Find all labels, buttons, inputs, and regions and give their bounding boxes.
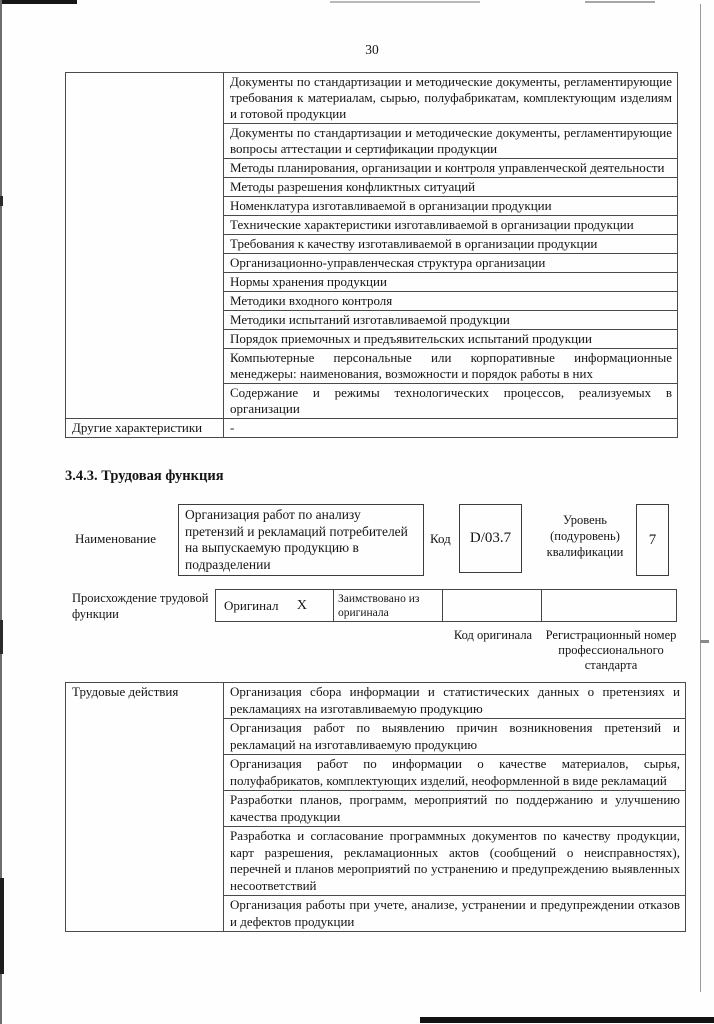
- knowledge-left-cell: [66, 73, 224, 419]
- knowledge-item: Методики испытаний изготавливаемой продукции: [224, 311, 678, 330]
- qualification-level-label: Уровень (подуровень) квалификации: [546, 513, 624, 559]
- knowledge-item: Нормы хранения продукции: [224, 273, 678, 292]
- knowledge-item: Номенклатура изготавливаемой в организации продукции: [224, 197, 678, 216]
- scan-artifact-left-tick: [0, 620, 3, 654]
- action-item: Разработки планов, программ, мероприятий по поддержанию и улучшению качества продукции: [224, 791, 686, 827]
- table-row: [66, 419, 678, 438]
- action-item: Разработка и согласование программных документов по качеству продукции, карт разрешения, рекламационных актов (сообщений о неисправностях), перечней и планов мероприятий по устранению и предупреждению выявленных несоответствий: [224, 827, 686, 896]
- knowledge-item: Требования к качеству изготавливаемой в организации продукции: [224, 235, 678, 254]
- action-item: Организация работ по информации о качестве материалов, сырья, полуфабрикатов, комплектующих изделий, неоформленной в виде рекламаций: [224, 755, 686, 791]
- action-item: Организация работ по выявлению причин возникновения претензий и рекламаций на изготавливаемую продукцию: [224, 719, 686, 755]
- origin-code-cell: [442, 589, 542, 622]
- section-heading: 3.4.3. Трудовая функция: [65, 468, 224, 484]
- origin-code-caption: Код оригинала: [453, 628, 533, 642]
- action-item: Организация сбора информации и статистических данных о претензиях и рекламациях на изготавливаемую продукцию: [224, 683, 686, 719]
- other-characteristics-label: Другие характеристики: [66, 419, 224, 438]
- knowledge-item: Порядок приемочных и предъявительских испытаний продукции: [224, 330, 678, 349]
- knowledge-item: Методы разрешения конфликтных ситуаций: [224, 178, 678, 197]
- scan-artifact-left-tick: [0, 196, 3, 206]
- knowledge-item: Документы по стандартизации и методические документы, регламентирующие вопросы аттестации и сертификации продукции: [224, 124, 678, 159]
- scan-artifact-left-line: [0, 0, 2, 1024]
- table-row: [66, 73, 678, 124]
- page-number: 30: [365, 42, 379, 57]
- actions-table: [65, 682, 686, 932]
- knowledge-item: Технические характеристики изготавливаемой в организации продукции: [224, 216, 678, 235]
- action-item: Организация работы при учете, анализе, устранении и предупреждении отказов и дефектов продукции: [224, 896, 686, 932]
- qualification-level-box: 7: [636, 504, 669, 576]
- origin-borrowed-cell: Заимствовано из оригинала: [333, 589, 443, 622]
- scan-artifact-left-tick: [0, 878, 4, 974]
- scan-artifact-top-dash: [585, 1, 655, 3]
- knowledge-item: Организационно-управленческая структура организации: [224, 254, 678, 273]
- knowledge-item: Содержание и режимы технологических процессов, реализуемых в организации: [224, 384, 678, 419]
- scan-artifact-bottom-bar: [420, 1017, 714, 1023]
- function-name-box: Организация работ по анализу претензий и рекламаций потребителей на выпускаемую продукцию в подразделении: [178, 504, 424, 576]
- knowledge-item: Документы по стандартизации и методические документы, регламентирующие требования к материалам, сырью, полуфабрикатам, комплектующим изделиям и готовой продукции: [224, 73, 678, 124]
- other-characteristics-value: -: [224, 419, 678, 438]
- knowledge-item: Компьютерные персональные или корпоративные информационные менеджеры: наименования, возможности и порядок работы в них: [224, 349, 678, 384]
- code-label: Код: [430, 531, 451, 546]
- scan-artifact-right-tick: [700, 640, 709, 643]
- origin-regnumber-caption: Регистрационный номер профессионального стандарта: [545, 628, 677, 672]
- scan-artifact-top-bar: [0, 0, 77, 4]
- table-row: [66, 683, 686, 719]
- origin-original-mark: X: [296, 597, 307, 613]
- name-label: Наименование: [75, 531, 156, 546]
- actions-header-cell: Трудовые действия: [66, 683, 224, 932]
- function-code-box: D/03.7: [459, 504, 522, 573]
- scan-artifact-top-dash: [330, 1, 480, 3]
- origin-original-label: Оригинал: [224, 597, 279, 613]
- knowledge-table: [65, 72, 678, 438]
- origin-label: Происхождение трудовой функции: [72, 591, 209, 621]
- origin-original-cell: [215, 589, 334, 622]
- knowledge-item: Методы планирования, организации и контроля управленческой деятельности: [224, 159, 678, 178]
- origin-table: [215, 589, 677, 622]
- knowledge-item: Методики входного контроля: [224, 292, 678, 311]
- origin-regnumber-cell: [541, 589, 677, 622]
- scan-artifact-right-line: [700, 4, 701, 992]
